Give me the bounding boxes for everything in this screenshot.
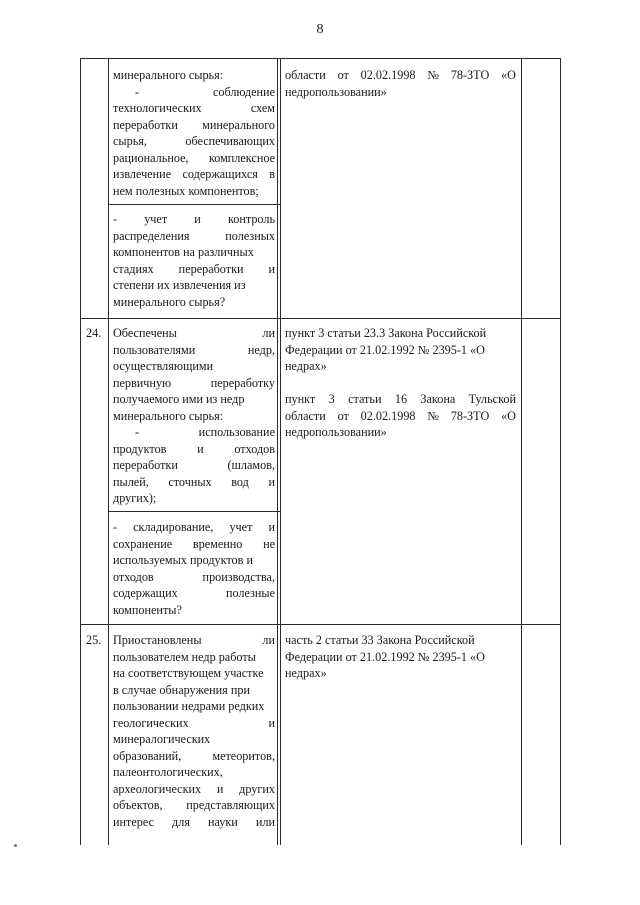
text-word: сточных xyxy=(168,474,212,489)
text-word: археологических xyxy=(113,781,202,796)
text-word: 3 xyxy=(328,392,335,406)
text-word: и xyxy=(216,781,224,796)
text-line xyxy=(113,100,275,117)
text-line xyxy=(285,358,516,375)
row-number: 24. xyxy=(86,326,102,340)
text-line xyxy=(113,457,275,474)
text-word: распределения xyxy=(113,228,190,243)
text-line xyxy=(113,342,275,359)
text-word: временно xyxy=(192,536,243,551)
text-line xyxy=(113,166,275,183)
text-line xyxy=(285,424,516,441)
text-line xyxy=(113,408,275,425)
table-divider-mark xyxy=(521,58,522,845)
requirement-cell xyxy=(113,211,275,310)
reference-cell xyxy=(285,325,516,441)
text-word: геологических xyxy=(113,715,189,730)
text-word: производства, xyxy=(202,569,275,584)
text-word: образований, xyxy=(113,748,182,763)
text-word: минерального сырья? xyxy=(113,294,226,309)
table-divider-ref xyxy=(277,58,278,845)
text-word: полезных xyxy=(225,228,275,243)
text-word: ли xyxy=(262,326,275,340)
text-word: и xyxy=(268,474,275,489)
text-word: учет xyxy=(144,212,168,226)
text-word: пользователем недр работы xyxy=(113,649,256,664)
text-word: отходов xyxy=(113,569,154,584)
text-line xyxy=(113,682,275,699)
text-word: полезные xyxy=(225,586,275,600)
text-line xyxy=(113,67,275,84)
requirement-cell xyxy=(113,67,275,199)
text-line xyxy=(113,441,275,458)
text-line xyxy=(113,261,275,278)
text-word: недропользовании» xyxy=(285,84,387,99)
text-line xyxy=(113,715,275,732)
text-word: 78-ЗТО xyxy=(450,68,490,82)
text-word: недрах» xyxy=(285,359,327,373)
text-word: пункт xyxy=(285,392,316,406)
text-word: - xyxy=(135,425,140,439)
text-word: используемых продуктов и xyxy=(113,553,253,567)
text-word: минерального сырья: xyxy=(113,68,224,82)
text-word: недрах» xyxy=(285,666,327,680)
text-word: «О xyxy=(501,68,516,82)
text-word: и xyxy=(268,261,275,276)
text-word: на соответствующем участке xyxy=(113,666,264,680)
page-number: 8 xyxy=(316,22,324,37)
text-word: складирование, xyxy=(133,520,214,534)
text-word: Закона xyxy=(420,392,456,406)
text-word: науки xyxy=(207,814,238,829)
text-line xyxy=(285,84,516,101)
text-word: и xyxy=(197,441,204,456)
text-word: ли xyxy=(262,633,275,647)
text-line xyxy=(113,358,275,375)
text-word: для xyxy=(172,814,190,829)
text-line xyxy=(113,391,275,408)
text-line xyxy=(113,84,275,101)
text-line xyxy=(113,781,275,798)
text-word: сырья, xyxy=(113,134,147,148)
text-line xyxy=(113,585,275,602)
text-line xyxy=(113,150,275,167)
text-word: нем полезных компонентов; xyxy=(113,183,259,198)
text-line xyxy=(113,490,275,507)
text-word: других xyxy=(239,781,275,796)
text-line xyxy=(113,474,275,491)
text-word: недропользовании» xyxy=(285,425,387,439)
text-word: интерес xyxy=(113,814,154,829)
text-word: вод xyxy=(231,474,249,489)
text-word: (шламов, xyxy=(227,458,275,472)
text-word: Федерации от 21.02.1992 № 2395-1 «О xyxy=(285,649,485,664)
text-word: объектов, xyxy=(113,798,163,812)
text-word: схем xyxy=(250,101,275,115)
text-word: контроль xyxy=(227,212,275,226)
requirement-cell xyxy=(113,325,275,507)
text-word: и xyxy=(268,520,275,534)
text-line xyxy=(113,133,275,150)
text-word: сохранение xyxy=(113,536,173,551)
text-word: от xyxy=(337,68,349,82)
text-line xyxy=(113,519,275,536)
text-word: продуктов xyxy=(113,441,167,456)
text-word: не xyxy=(263,536,275,551)
text-word: пользователями xyxy=(113,342,196,357)
text-word: соблюдение xyxy=(212,84,275,99)
text-line xyxy=(285,632,516,649)
table-border-right xyxy=(560,58,561,845)
text-line xyxy=(285,325,516,342)
text-line xyxy=(113,569,275,586)
text-line xyxy=(113,244,275,261)
text-line xyxy=(285,391,516,408)
text-word: № xyxy=(427,68,439,82)
text-word: технологических xyxy=(113,101,202,115)
text-word: рациональное, xyxy=(113,150,189,165)
text-word: компонентов на различных xyxy=(113,245,254,259)
text-word: комплексное xyxy=(208,150,275,165)
text-word: Тульской xyxy=(468,392,516,406)
text-word: переработку xyxy=(210,375,275,390)
text-word: использование xyxy=(198,425,275,439)
text-word: Федерации от 21.02.1992 № 2395-1 «О xyxy=(285,342,485,357)
text-word: области xyxy=(285,68,326,82)
text-word: Приостановлены xyxy=(113,633,202,647)
scan-speck xyxy=(14,844,17,847)
text-word: содержащихся xyxy=(182,167,258,181)
text-word: 02.02.1998 xyxy=(360,408,416,423)
table-border-top xyxy=(80,58,561,59)
text-word: отходов xyxy=(234,441,275,456)
reference-cell xyxy=(285,67,516,100)
text-word: степени их извлечения из xyxy=(113,278,246,292)
text-word: № xyxy=(427,408,439,423)
text-word: компоненты? xyxy=(113,602,182,617)
text-word: обеспечивающих xyxy=(185,134,275,148)
text-line xyxy=(113,764,275,781)
text-line xyxy=(113,117,275,134)
text-line xyxy=(113,536,275,553)
text-word: в xyxy=(269,167,275,181)
text-word: - xyxy=(135,84,140,99)
text-word: метеоритов, xyxy=(212,748,275,763)
text-word: минералогических xyxy=(113,732,211,746)
text-word: представляющих xyxy=(186,798,275,812)
text-line xyxy=(113,183,275,200)
text-line xyxy=(113,698,275,715)
text-word: статьи xyxy=(348,392,382,406)
text-line xyxy=(113,277,275,294)
text-line xyxy=(113,602,275,619)
text-word: переработки xyxy=(113,117,178,132)
text-word: пункт 3 статьи 23.3 Закона Российской xyxy=(285,326,487,340)
reference-cell xyxy=(285,632,516,682)
text-line xyxy=(285,665,516,682)
requirement-cell xyxy=(113,519,275,618)
text-line xyxy=(113,294,275,311)
text-line xyxy=(113,211,275,228)
row-subdivider xyxy=(108,204,280,205)
text-line xyxy=(113,424,275,441)
text-word: содержащих xyxy=(113,586,178,600)
text-word: 02.02.1998 xyxy=(360,68,416,82)
text-line xyxy=(113,748,275,765)
text-line xyxy=(285,67,516,84)
text-word: часть 2 статьи 33 Закона Российской xyxy=(285,633,475,647)
row-subdivider xyxy=(108,511,280,512)
text-word: палеонтологических, xyxy=(113,765,223,779)
text-word: осуществляющими xyxy=(113,359,214,373)
text-word: минерального сырья: xyxy=(113,408,224,423)
table-border-left xyxy=(80,58,81,845)
text-word: от xyxy=(337,408,349,423)
row-divider xyxy=(80,624,561,625)
text-word: переработки xyxy=(178,261,244,276)
text-line xyxy=(113,632,275,649)
text-word: 78-ЗТО xyxy=(450,408,490,423)
text-word: пользовании недрами редких xyxy=(113,699,265,713)
text-word: - xyxy=(113,212,118,226)
row-number: 25. xyxy=(86,633,102,647)
text-word: учет xyxy=(229,520,253,534)
text-line xyxy=(113,814,275,831)
text-word: получаемого ими из недр xyxy=(113,392,245,406)
text-line xyxy=(285,408,516,425)
text-word: и xyxy=(194,212,201,226)
table-divider-req xyxy=(280,58,281,845)
text-word: 16 xyxy=(394,392,408,406)
text-word: пылей, xyxy=(113,474,149,489)
text-line xyxy=(113,665,275,682)
text-line xyxy=(113,228,275,245)
text-word: Обеспечены xyxy=(113,326,177,340)
table-divider-num xyxy=(108,58,109,845)
text-word: других); xyxy=(113,491,157,505)
text-line xyxy=(285,375,516,392)
text-word: извлечение xyxy=(113,167,172,181)
text-line xyxy=(113,649,275,666)
text-word: - xyxy=(113,520,118,534)
text-word: недр, xyxy=(247,342,275,357)
text-line xyxy=(113,731,275,748)
text-line xyxy=(285,342,516,359)
text-word: области xyxy=(285,408,326,423)
text-line xyxy=(113,375,275,392)
text-word: в случае обнаружения при xyxy=(113,682,250,697)
text-word: минерального xyxy=(202,117,275,132)
text-word: и xyxy=(268,715,275,730)
text-line xyxy=(113,552,275,569)
row-divider xyxy=(80,318,561,319)
text-word: или xyxy=(255,814,275,829)
text-word: первичную xyxy=(113,375,172,390)
text-line xyxy=(113,797,275,814)
text-line xyxy=(113,325,275,342)
requirement-cell xyxy=(113,632,275,830)
text-word: «О xyxy=(501,408,516,423)
text-word: переработки xyxy=(113,458,178,472)
text-line xyxy=(285,649,516,666)
text-word: стадиях xyxy=(113,261,154,276)
